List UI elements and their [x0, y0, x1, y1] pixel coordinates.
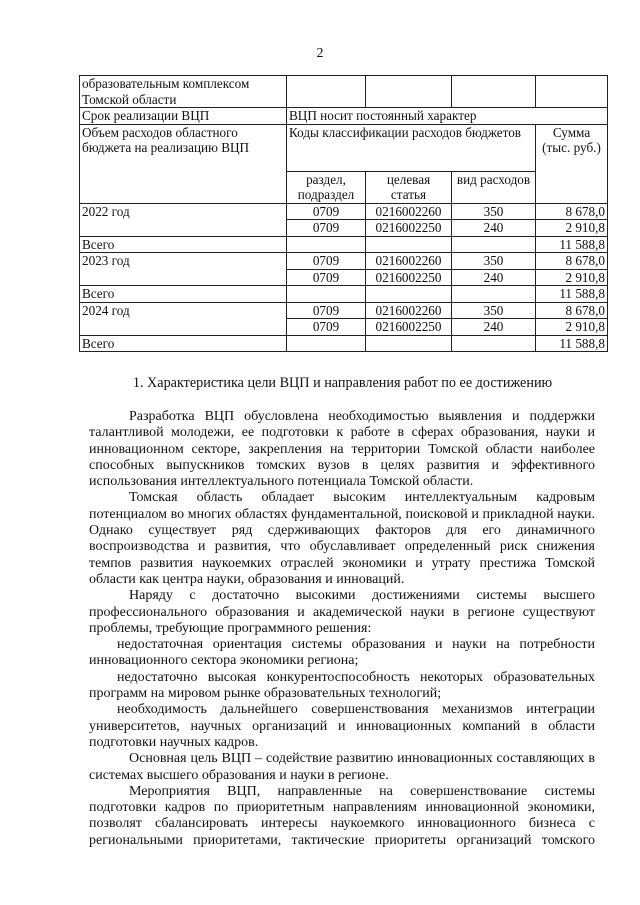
section-code: 0709 — [287, 302, 366, 319]
article-code: 0216002250 — [366, 220, 452, 237]
article-subheader: целевая статья — [366, 171, 452, 203]
section-heading: 1. Характеристика цели ВЦП и направления работ по ее достижению — [132, 375, 553, 391]
table-row — [80, 203, 608, 220]
codes-header: Коды классификации расходов бюджетов — [287, 124, 536, 171]
term-label: Срок реализации ВЦП — [80, 108, 287, 125]
body-text — [89, 409, 595, 849]
type-subheader: вид расходов — [452, 171, 536, 203]
article-code: 0216002260 — [366, 253, 452, 270]
sum-header: Сумма (тыс. руб.) — [536, 124, 608, 203]
total-row — [80, 335, 608, 352]
paragraph: Томская область обладает высоким интеллектуальным кадровым потенциалом во многих областях фундаментальной, поисковой и прикладной науки. Однако существует ряд сдерживающих факторов для его динамичного воспроизводства и развития, что обуславливает определенный риск снижения темпов развития наукоемких отраслей экономики и утрату престижа Томской области как центра науки, образования и инноваций. — [89, 490, 595, 587]
amount: 8 678,0 — [536, 253, 608, 270]
section-code: 0709 — [287, 203, 366, 220]
expense-label: Объем расходов областного бюджета на реализацию ВЦП — [80, 124, 287, 203]
paragraph: Мероприятия ВЦП, направленные на совершенствование системы подготовки кадров по приоритетным направлениям инновационной экономики, позволят сбалансировать интересы наукоемкого инновационного бизнеса с региональными приоритетами, тактические приоритеты организаций томского — [89, 783, 595, 848]
section-subheader: раздел, подраздел — [287, 171, 366, 203]
table-header-row — [80, 124, 608, 171]
year-label: 2023 год — [80, 253, 287, 286]
continued-cell: образовательным комплексом Томской области — [80, 76, 287, 108]
expense-type: 350 — [452, 253, 536, 270]
total-label: Всего — [80, 335, 287, 352]
expense-type: 350 — [452, 203, 536, 220]
expense-type: 240 — [452, 220, 536, 237]
section-code: 0709 — [287, 319, 366, 336]
paragraph: необходимость дальнейшего совершенствования механизмов интеграции университетов, научных организаций и инновационных компаний в области подготовки научных кадров. — [89, 702, 595, 750]
section-code: 0709 — [287, 220, 366, 237]
page-number: 2 — [316, 46, 324, 61]
paragraph: Основная цель ВЦП – содействие развитию инновационных составляющих в системах высшего образования и науки в регионе. — [89, 751, 595, 783]
amount: 8 678,0 — [536, 302, 608, 319]
year-label: 2022 год — [80, 203, 287, 236]
total-label: Всего — [80, 236, 287, 253]
year-label: 2024 год — [80, 302, 287, 335]
paragraph: Наряду с достаточно высокими достижениями системы высшего профессионального образования и академической науки в регионе существуют проблемы, требующие программного решения: — [89, 588, 595, 636]
term-value: ВЦП носит постоянный характер — [287, 108, 608, 125]
table-row — [80, 108, 608, 125]
budget-table — [79, 75, 608, 352]
expense-type: 350 — [452, 302, 536, 319]
amount: 8 678,0 — [536, 203, 608, 220]
table-row — [80, 253, 608, 270]
total-row — [80, 236, 608, 253]
total-row — [80, 286, 608, 303]
paragraph: Разработка ВЦП обусловлена необходимостью выявления и поддержки талантливой молодежи, ее подготовки к работе в сферах образования, науки и инновационном секторе, закрепления на территории Томской области наиболее способных выпускников томских вузов в целях развития и эффективного использования интеллектуального потенциала Томской области. — [89, 409, 595, 490]
article-code: 0216002260 — [366, 203, 452, 220]
article-code: 0216002250 — [366, 269, 452, 286]
paragraph: недостаточно высокая конкурентоспособность некоторых образовательных программ на мировом рынке образовательных технологий; — [89, 669, 595, 702]
article-code: 0216002260 — [366, 302, 452, 319]
total-label: Всего — [80, 286, 287, 303]
amount: 2 910,8 — [536, 319, 608, 336]
section-code: 0709 — [287, 269, 366, 286]
amount: 2 910,8 — [536, 220, 608, 237]
total-amount: 11 588,8 — [536, 335, 608, 352]
table-row — [80, 76, 608, 108]
amount: 2 910,8 — [536, 269, 608, 286]
total-amount: 11 588,8 — [536, 236, 608, 253]
article-code: 0216002250 — [366, 319, 452, 336]
total-amount: 11 588,8 — [536, 286, 608, 303]
expense-type: 240 — [452, 269, 536, 286]
section-code: 0709 — [287, 253, 366, 270]
paragraph: недостаточная ориентация системы образования и науки на потребности инновационного сектора экономики региона; — [89, 637, 595, 669]
table-row — [80, 302, 608, 319]
expense-type: 240 — [452, 319, 536, 336]
